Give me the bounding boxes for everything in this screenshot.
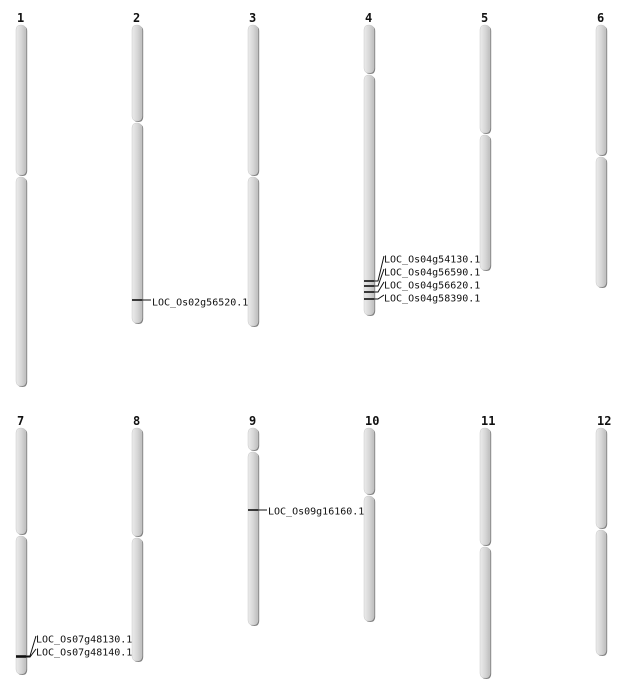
chromosome-short-arm: [596, 25, 606, 155]
chromosome-1: [16, 11, 27, 387]
chromosome-short-arm: [132, 428, 142, 536]
chromosome-9: [248, 414, 259, 626]
gene-leader-line: [374, 256, 384, 281]
gene-marker: [132, 298, 248, 309]
chromosome-4: [364, 11, 375, 316]
gene-marker: [364, 281, 480, 293]
chromosome-number: 10: [365, 414, 380, 428]
gene-marker: [16, 648, 132, 659]
chromosome-long-arm: [480, 547, 490, 678]
chromosome-short-arm: [248, 428, 258, 450]
gene-leader-line: [374, 295, 384, 299]
chromosome-short-arm: [364, 428, 374, 494]
chromosome-long-arm: [364, 496, 374, 621]
gene-label: LOC_Os04g56590.1: [384, 267, 481, 279]
gene-label: LOC_Os04g56620.1: [384, 280, 481, 292]
chromosome-5: [480, 11, 491, 271]
chromosome-short-arm: [480, 428, 490, 545]
gene-marker: [248, 507, 364, 518]
chromosome-short-arm: [480, 25, 490, 133]
chromosome-long-arm: [16, 177, 26, 386]
gene-label: LOC_Os07g48140.1: [36, 647, 133, 659]
chromosome-long-arm: [596, 530, 606, 655]
chromosome-8: [132, 414, 143, 662]
chromosome-long-arm: [132, 538, 142, 661]
chromosome-long-arm: [248, 177, 258, 326]
gene-label: LOC_Os02g56520.1: [152, 297, 249, 309]
chromosome-short-arm: [248, 25, 258, 175]
gene-label: LOC_Os07g48130.1: [36, 634, 133, 646]
chromosome-3: [248, 11, 259, 327]
chromosome-number: 1: [17, 11, 25, 25]
chromosome-7: [16, 414, 27, 675]
chromosome-number: 9: [249, 414, 257, 428]
chromosome-11: [480, 414, 495, 679]
chromosome-short-arm: [132, 25, 142, 121]
gene-marker: [364, 294, 480, 305]
chromosome-long-arm: [480, 135, 490, 270]
chromosome-number: 12: [597, 414, 612, 428]
chromosome-long-arm: [596, 157, 606, 287]
chromosome-short-arm: [16, 25, 26, 175]
chromosome-short-arm: [364, 25, 374, 73]
chromosome-12: [596, 414, 611, 656]
gene-leader-line: [26, 636, 36, 656]
chromosome-long-arm: [364, 75, 374, 315]
chromosome-long-arm: [16, 536, 26, 674]
chromosome-number: 8: [133, 414, 141, 428]
gene-label: LOC_Os09g16160.1: [268, 506, 365, 518]
chromosome-long-arm: [132, 123, 142, 323]
chromosome-number: 7: [17, 414, 25, 428]
chromosome-short-arm: [596, 428, 606, 528]
gene-label: LOC_Os04g54130.1: [384, 254, 481, 266]
chromosome-number: 6: [597, 11, 605, 25]
gene-label: LOC_Os04g58390.1: [384, 293, 481, 305]
chromosome-number: 5: [481, 11, 489, 25]
chromosome-long-arm: [248, 452, 258, 625]
chromosome-6: [596, 11, 607, 288]
chromosome-number: 11: [481, 414, 496, 428]
chromosome-number: 3: [249, 11, 257, 25]
chromosome-number: 4: [365, 11, 373, 25]
chromosome-short-arm: [16, 428, 26, 534]
chromosome-2: [132, 11, 143, 324]
chromosome-number: 2: [133, 11, 141, 25]
chromosome-10: [364, 414, 379, 622]
